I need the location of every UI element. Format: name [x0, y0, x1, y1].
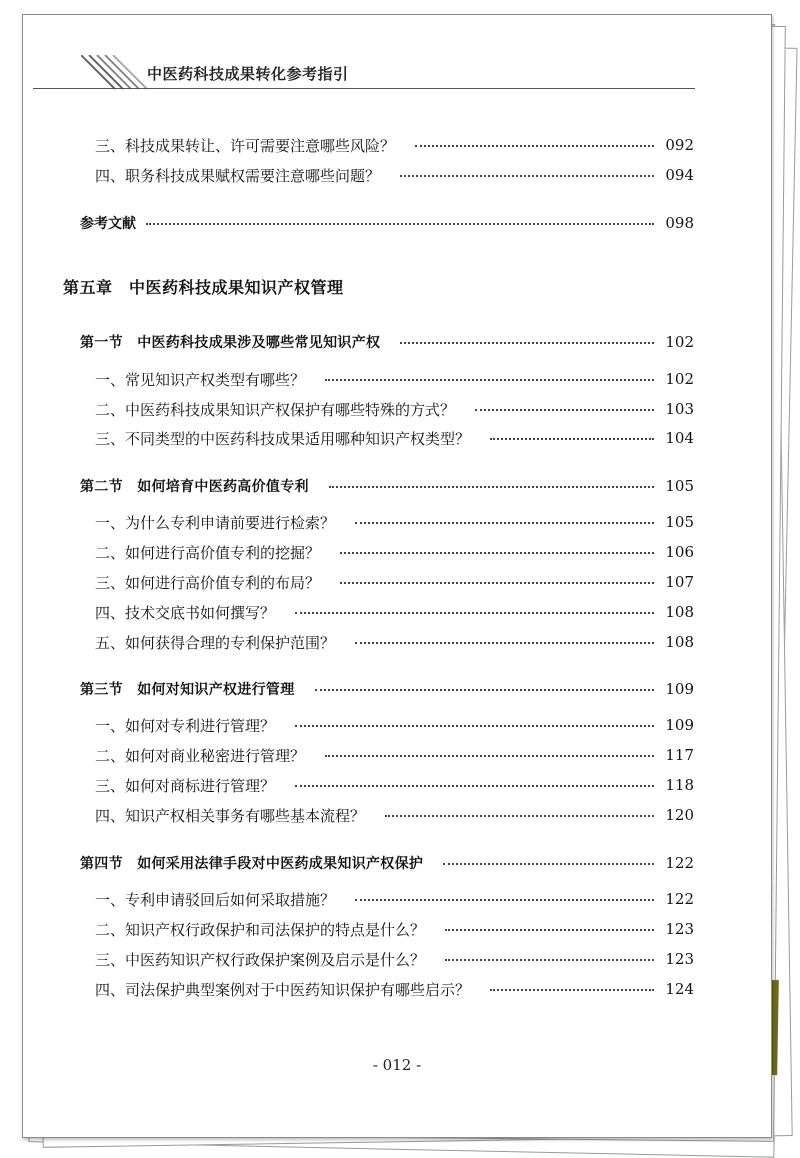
leader-dots [443, 863, 654, 865]
leader-dots [445, 959, 654, 961]
leader-dots [415, 145, 654, 147]
leader-dots [355, 642, 654, 644]
leader-dots [355, 899, 654, 901]
header-rule [33, 88, 695, 89]
leader-dots [400, 175, 654, 177]
page-number: - 012 - [372, 1056, 422, 1074]
toc-item[interactable]: 二、如何对商业秘密进行管理？ 117 [95, 746, 694, 765]
toc-item[interactable]: 四、知识产权相关事务有哪些基本流程？ 120 [95, 806, 694, 825]
toc-item[interactable]: 五、如何获得合理的专利保护范围？ 108 [95, 633, 694, 652]
toc-item[interactable]: 二、如何进行高价值专利的挖掘？ 106 [95, 543, 694, 562]
toc-item[interactable]: 一、常见知识产权类型有哪些？ 102 [95, 370, 694, 389]
toc-item[interactable]: 三、中医药知识产权行政保护案例及启示是什么？ 123 [95, 950, 694, 969]
toc-references[interactable]: 参考文献 098 [80, 214, 694, 232]
leader-dots [315, 689, 655, 691]
leader-dots [490, 989, 654, 991]
toc-item[interactable]: 四、司法保护典型案例对于中医药知识保护有哪些启示？ 124 [95, 980, 694, 999]
chapter-title: 中医药科技成果知识产权管理 [129, 278, 344, 297]
toc-item[interactable]: 四、技术交底书如何撰写？ 108 [95, 603, 694, 622]
toc-section[interactable]: 第二节 如何培育中医药高价值专利 105 [80, 477, 694, 495]
toc-item[interactable]: 一、为什么专利申请前要进行检索？ 105 [95, 513, 694, 532]
leader-dots [295, 612, 654, 614]
chapter-heading [63, 275, 344, 298]
toc-item[interactable]: 二、中医药科技成果知识产权保护有哪些特殊的方式？ 103 [95, 400, 694, 419]
leader-dots [385, 815, 654, 817]
leader-dots [355, 522, 654, 524]
toc-section[interactable]: 第四节 如何采用法律手段对中医药成果知识产权保护 122 [80, 854, 694, 872]
toc-item[interactable]: 三、如何对商标进行管理？ 118 [95, 776, 694, 795]
running-header-title: 中医药科技成果转化参考指引 [147, 65, 349, 83]
leader-dots [445, 929, 654, 931]
toc-item[interactable]: 三、不同类型的中医药科技成果适用哪种知识产权类型？ 104 [95, 429, 694, 448]
toc-section[interactable]: 第一节 中医药科技成果涉及哪些常见知识产权 102 [80, 333, 694, 351]
toc-section[interactable]: 第三节 如何对知识产权进行管理 109 [80, 680, 694, 698]
header-stripes-decoration [81, 55, 151, 91]
leader-dots [295, 725, 654, 727]
leader-dots [490, 438, 654, 440]
leader-dots [295, 785, 654, 787]
toc-item[interactable]: 三、如何进行高价值专利的布局？ 107 [95, 573, 694, 592]
leader-dots [475, 409, 654, 411]
toc-item[interactable]: 二、知识产权行政保护和司法保护的特点是什么？ 123 [95, 920, 694, 939]
leader-dots [325, 379, 654, 381]
leader-dots [340, 582, 654, 584]
leader-dots [329, 486, 654, 488]
chapter-number: 第五章 [63, 278, 113, 297]
toc-item[interactable]: 四、职务科技成果赋权需要注意哪些问题？ 094 [95, 166, 694, 185]
toc-item[interactable]: 三、科技成果转让、许可需要注意哪些风险？ 092 [95, 136, 694, 155]
leader-dots [340, 552, 654, 554]
leader-dots [146, 223, 654, 225]
toc-item[interactable]: 一、如何对专利进行管理？ 109 [95, 716, 694, 735]
leader-dots [325, 755, 654, 757]
toc-item[interactable]: 一、专利申请驳回后如何采取措施？ 122 [95, 890, 694, 909]
document-page [22, 14, 772, 1138]
leader-dots [400, 342, 654, 344]
